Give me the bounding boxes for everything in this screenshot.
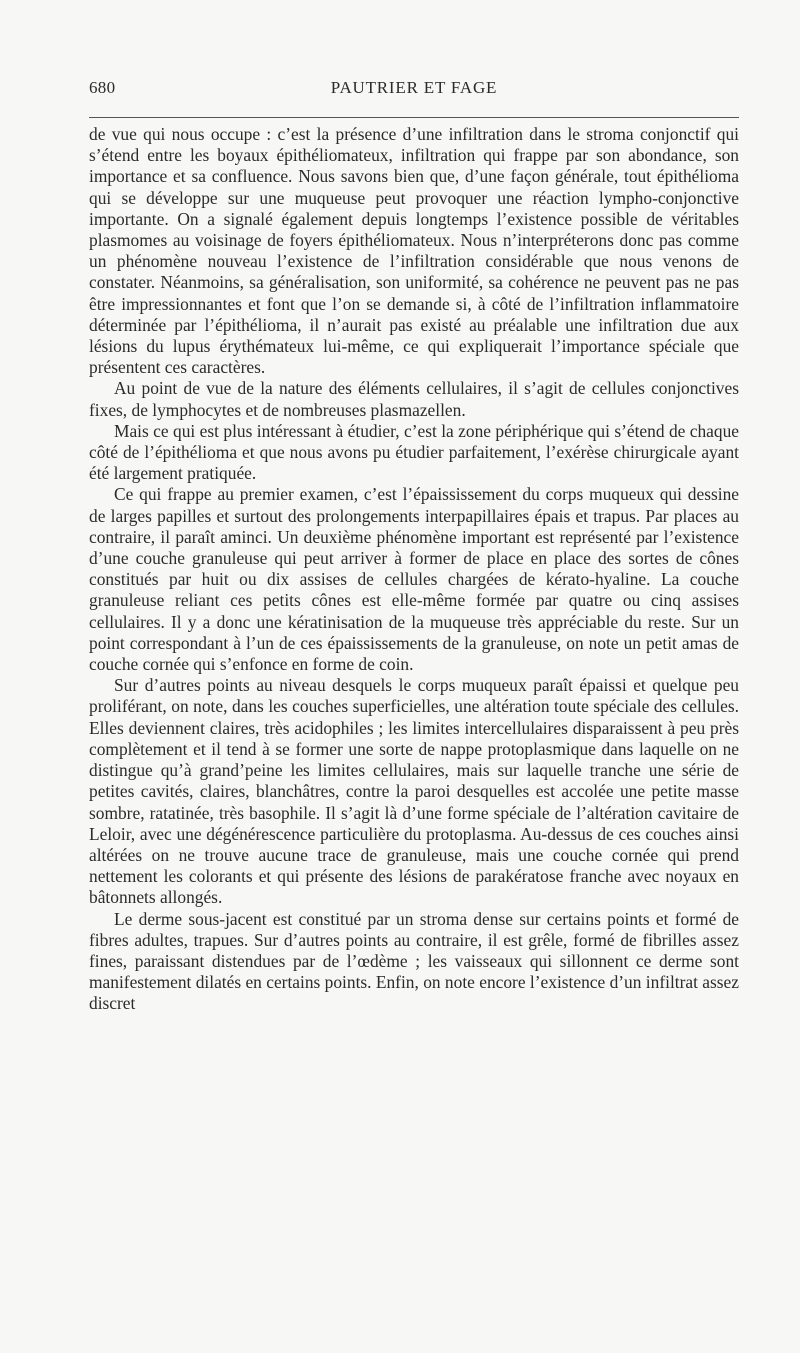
body-text [89, 124, 739, 1015]
paragraph: Mais ce qui est plus intéressant à étudier, c’est la zone périphérique qui s’étend de chaque côté de l’épithélioma et que nous avons pu étudier parfaitement, l’exérèse chirurgicale ayant été largement pratiquée. [89, 420, 739, 484]
running-title: PAUTRIER ET FAGE [330, 78, 498, 97]
paragraph: Ce qui frappe au premier examen, c’est l’épaississement du corps muqueux qui dessine de larges papilles et surtout des prolongements interpapillaires épais et trapus. Par places au contraire, il paraît aminci. Un deuxième phénomène important est représenté par l’existence d’une couche granuleuse qui peut arriver à former de place en place des sortes de cônes constitués par huit ou dix assises de cellules chargées de kérato-hyaline. La couche granuleuse reliant ces petits cônes est elle-même formée par quatre ou cinq assises cellulaires. Il y a donc une kératinisation de la muqueuse très appréciable du reste. Sur un point correspondant à l’un de ces épaississements de la granuleuse, on note un petit amas de couche cornée qui s’enfonce en forme de coin. [89, 484, 739, 675]
paragraph: Au point de vue de la nature des éléments cellulaires, il s’agit de cellules conjonctives fixes, de lymphocytes et de nombreuses plasmazellen. [89, 378, 739, 420]
page-header [89, 78, 739, 104]
paragraph: Le derme sous-jacent est constitué par un stroma dense sur certains points et formé de fibres adultes, trapues. Sur d’autres points au contraire, il est grêle, formé de fibrilles assez fines, paraissant distendues par de l’œdème ; les vaisseaux qui sillonnent ce derme sont manifestement dilatés en certains points. Enfin, on note encore l’existence d’un infiltrat assez discret [89, 908, 739, 1014]
page-number: 680 [89, 78, 116, 97]
header-rule [89, 117, 739, 118]
paragraph: Sur d’autres points au niveau desquels le corps muqueux paraît épaissi et quelque peu proliférant, on note, dans les couches superficielles, une altération toute spéciale des cellules. Elles deviennent claires, très acidophiles ; les limites intercellulaires disparaissent à peu près complètement et il tend à se former une sorte de nappe protoplasmique dans laquelle on ne distingue qu’à grand’peine les limites cellulaires, mais sur laquelle tranche une série de petites cavités, claires, blanchâtres, contre la paroi desquelles est accolée une petite masse sombre, ratatinée, très basophile. Il s’agit là d’une forme spéciale de l’altération cavitaire de Leloir, avec une dégénérescence particulière du protoplasma. Au-dessus de ces couches ainsi altérées on ne trouve aucune trace de granuleuse, mais une couche cornée qui prend nettement les colorants et qui présente des lésions de parakératose franche avec noyaux en bâtonnets allongés. [89, 675, 739, 908]
paragraph: de vue qui nous occupe : c’est la présence d’une infiltration dans le stroma conjonctif qui s’étend entre les boyaux épithéliomateux, infiltration qui frappe par son abondance, son importance et sa confluence. Nous savons bien que, d’une façon générale, tout épithélioma qui se développe sur une muqueuse peut provoquer une réaction lympho-conjonctive importante. On a signalé également depuis longtemps l’existence possible de véritables plasmomes au voisinage de foyers épithéliomateux. Nous n’interpréterons donc pas comme un phénomène nouveau l’existence de l’infiltration considérable que nous venons de constater. Néanmoins, sa généralisation, son uniformité, sa cohérence ne peuvent pas ne pas être impressionnantes et font que l’on se demande si, à côté de l’infiltration inflammatoire déterminée par l’épithélioma, il n’aurait pas existé au préalable une infiltration due aux lésions du lupus érythémateux lui-même, ce qui expliquerait l’importance spéciale que présentent ces caractères. [89, 124, 739, 378]
